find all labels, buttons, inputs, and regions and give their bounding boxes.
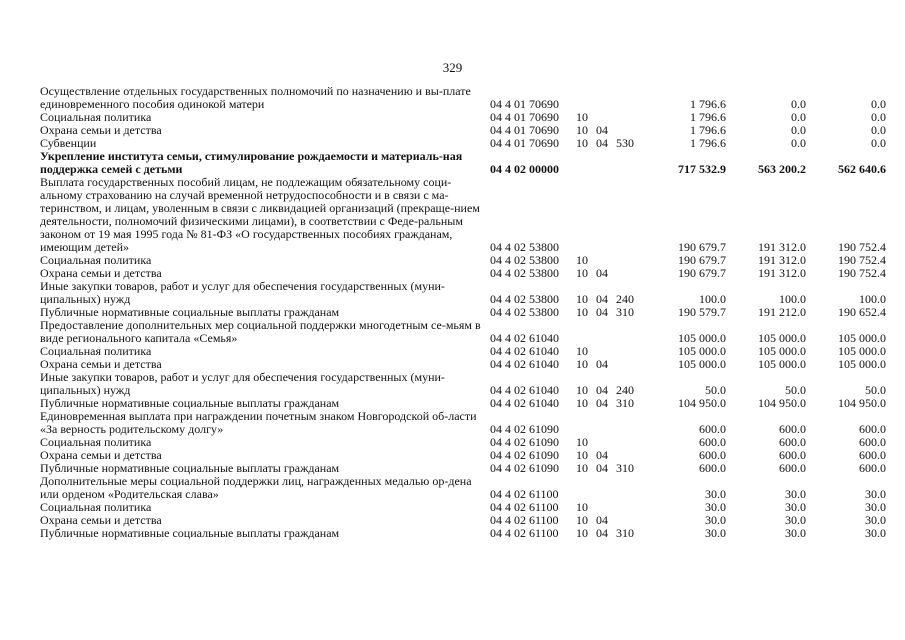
- row-name: Публичные нормативные социальные выплаты гражданам: [40, 461, 340, 475]
- row-value-year-1: 104 950.0: [678, 396, 726, 410]
- row-subsection-code: [596, 410, 616, 436]
- row-subsection-code: [596, 319, 616, 345]
- row-expense-type-code: 310: [616, 461, 634, 475]
- row-target-code: 04 4 02 61040: [490, 383, 559, 397]
- row-target-code: 04 4 02 61040: [490, 396, 559, 410]
- table-row: [40, 124, 886, 137]
- row-target-code: 04 4 02 61040: [490, 344, 559, 358]
- row-value-year-2: 0.0: [791, 97, 806, 111]
- row-value-year-2: 563 200.2: [758, 162, 806, 176]
- table-row: [40, 111, 886, 124]
- row-section-code: 10: [576, 253, 588, 267]
- row-value-year-2: 100.0: [779, 292, 806, 306]
- row-value-year-3: 600.0: [859, 448, 886, 462]
- table-row: [40, 150, 886, 176]
- row-subsection-code: [596, 85, 616, 111]
- row-target-code: 04 4 02 53800: [490, 292, 559, 306]
- row-expense-type-code: 310: [616, 526, 634, 540]
- row-value-year-2: 191 312.0: [758, 266, 806, 280]
- row-name: Социальная политика: [40, 110, 152, 124]
- row-value-year-3: 600.0: [859, 422, 886, 436]
- row-section-code: 10: [576, 500, 588, 514]
- row-value-year-3: 190 752.4: [838, 253, 886, 267]
- row-expense-type-code: [616, 111, 646, 124]
- row-value-year-1: 1 796.6: [690, 136, 726, 150]
- row-subsection-code: 04: [596, 461, 608, 475]
- row-expense-type-code: 530: [616, 136, 634, 150]
- row-value-year-3: 105 000.0: [838, 331, 886, 345]
- row-value-year-2: 191 312.0: [758, 240, 806, 254]
- row-value-year-3: 30.0: [865, 526, 886, 540]
- row-value-year-1: 600.0: [699, 461, 726, 475]
- row-name: Публичные нормативные социальные выплаты гражданам: [40, 526, 340, 540]
- row-name: Укрепление института семьи, стимулирование рождаемости и материаль-ная поддержка семей с детьми: [40, 149, 463, 176]
- row-target-code: 04 4 02 53800: [490, 240, 559, 254]
- table-row: [40, 475, 886, 501]
- row-value-year-3: 0.0: [871, 136, 886, 150]
- row-section-code: 10: [576, 357, 588, 371]
- row-value-year-2: 600.0: [779, 448, 806, 462]
- row-section-code: 10: [576, 448, 588, 462]
- row-section-code: 10: [576, 513, 588, 527]
- row-value-year-2: 104 950.0: [758, 396, 806, 410]
- row-value-year-2: 600.0: [779, 422, 806, 436]
- row-value-year-1: 190 679.7: [678, 253, 726, 267]
- row-value-year-3: 600.0: [859, 461, 886, 475]
- row-value-year-1: 1 796.6: [690, 123, 726, 137]
- row-value-year-2: 191 212.0: [758, 305, 806, 319]
- row-section-code: 10: [576, 266, 588, 280]
- row-target-code: 04 4 02 61100: [490, 513, 559, 527]
- row-value-year-1: 190 679.7: [678, 266, 726, 280]
- row-section-code: 10: [576, 526, 588, 540]
- row-section-code: 10: [576, 136, 588, 150]
- row-expense-type-code: [616, 176, 646, 254]
- table-row: [40, 371, 886, 397]
- row-target-code: 04 4 02 61090: [490, 448, 559, 462]
- row-expense-type-code: 240: [616, 383, 634, 397]
- budget-table-body: [40, 85, 886, 540]
- row-value-year-2: 191 312.0: [758, 253, 806, 267]
- row-expense-type-code: 310: [616, 396, 634, 410]
- row-value-year-3: 190 752.4: [838, 240, 886, 254]
- row-expense-type-code: [616, 267, 646, 280]
- row-value-year-2: 30.0: [785, 526, 806, 540]
- row-target-code: 04 4 02 61100: [490, 487, 559, 501]
- row-value-year-2: 30.0: [785, 487, 806, 501]
- row-name: Социальная политика: [40, 435, 152, 449]
- row-value-year-1: 717 532.9: [678, 162, 726, 176]
- table-row: [40, 410, 886, 436]
- page-number: 329: [442, 60, 463, 75]
- row-value-year-2: 50.0: [785, 383, 806, 397]
- row-expense-type-code: [616, 254, 646, 267]
- row-section-code: 10: [576, 292, 588, 306]
- row-section-code: 10: [576, 123, 588, 137]
- row-target-code: 04 4 02 61100: [490, 500, 559, 514]
- row-section-code: 10: [576, 461, 588, 475]
- row-value-year-1: 105 000.0: [678, 357, 726, 371]
- row-value-year-3: 562 640.6: [838, 162, 886, 176]
- row-target-code: 04 4 02 53800: [490, 253, 559, 267]
- row-expense-type-code: 310: [616, 305, 634, 319]
- row-subsection-code: [596, 475, 616, 501]
- row-value-year-3: 30.0: [865, 487, 886, 501]
- row-value-year-3: 104 950.0: [838, 396, 886, 410]
- row-name: Охрана семьи и детства: [40, 357, 162, 371]
- row-section-code: 10: [576, 110, 588, 124]
- row-value-year-2: 600.0: [779, 435, 806, 449]
- row-value-year-2: 105 000.0: [758, 344, 806, 358]
- row-name: Субвенции: [40, 136, 97, 150]
- row-name: Единовременная выплата при награждении почетным знаком Новгородской об-ласти «За верность родительскому долгу»: [40, 409, 477, 436]
- row-subsection-code: 04: [596, 513, 608, 527]
- row-target-code: 04 4 02 61040: [490, 331, 559, 345]
- row-expense-type-code: [616, 436, 646, 449]
- row-target-code: 04 4 02 53800: [490, 266, 559, 280]
- row-value-year-3: 190 652.4: [838, 305, 886, 319]
- row-value-year-1: 30.0: [705, 513, 726, 527]
- row-subsection-code: 04: [596, 448, 608, 462]
- row-target-code: 04 4 02 00000: [490, 162, 559, 176]
- row-value-year-2: 30.0: [785, 500, 806, 514]
- table-row: [40, 176, 886, 254]
- row-value-year-3: 0.0: [871, 123, 886, 137]
- row-expense-type-code: [616, 85, 646, 111]
- row-expense-type-code: [616, 475, 646, 501]
- row-target-code: 04 4 01 70690: [490, 136, 559, 150]
- row-target-code: 04 4 02 53800: [490, 305, 559, 319]
- row-value-year-2: 105 000.0: [758, 331, 806, 345]
- budget-table: [40, 85, 886, 540]
- row-value-year-2: 600.0: [779, 461, 806, 475]
- row-section-code: 10: [576, 305, 588, 319]
- row-subsection-code: 04: [596, 136, 608, 150]
- row-value-year-1: 50.0: [705, 383, 726, 397]
- row-section-code: [576, 150, 596, 176]
- row-name: Иные закупки товаров, работ и услуг для обеспечения государственных (муни-ципальных) нужд: [40, 279, 445, 306]
- row-expense-type-code: [616, 501, 646, 514]
- row-subsection-code: 04: [596, 396, 608, 410]
- row-section-code: [576, 475, 596, 501]
- row-target-code: 04 4 01 70690: [490, 97, 559, 111]
- row-subsection-code: [596, 176, 616, 254]
- row-expense-type-code: [616, 319, 646, 345]
- row-value-year-1: 30.0: [705, 500, 726, 514]
- row-name: Предоставление дополнительных мер социальной поддержки многодетным се-мьям в виде регионального капитала «Семья»: [40, 318, 481, 345]
- row-expense-type-code: [616, 410, 646, 436]
- row-name: Охрана семьи и детства: [40, 266, 162, 280]
- row-name: Осуществление отдельных государственных полномочий по назначению и вы-плате единовременного пособия одинокой матери: [40, 84, 471, 111]
- row-section-code: [576, 85, 596, 111]
- row-name: Дополнительные меры социальной поддержки лиц, награжденных медалью ор-дена или орденом «Родительская слава»: [40, 474, 472, 501]
- row-subsection-code: 04: [596, 357, 608, 371]
- row-target-code: 04 4 02 61090: [490, 461, 559, 475]
- row-value-year-2: 0.0: [791, 123, 806, 137]
- row-value-year-3: 0.0: [871, 110, 886, 124]
- row-expense-type-code: [616, 345, 646, 358]
- row-value-year-3: 600.0: [859, 435, 886, 449]
- row-name: Охрана семьи и детства: [40, 448, 162, 462]
- row-target-code: 04 4 01 70690: [490, 123, 559, 137]
- row-value-year-3: 0.0: [871, 97, 886, 111]
- row-value-year-1: 600.0: [699, 422, 726, 436]
- row-value-year-2: 0.0: [791, 110, 806, 124]
- row-target-code: 04 4 02 61040: [490, 357, 559, 371]
- row-subsection-code: 04: [596, 383, 608, 397]
- row-value-year-2: 30.0: [785, 513, 806, 527]
- row-section-code: 10: [576, 344, 588, 358]
- row-value-year-1: 100.0: [699, 292, 726, 306]
- row-target-code: 04 4 01 70690: [490, 110, 559, 124]
- row-section-code: 10: [576, 383, 588, 397]
- row-value-year-3: 100.0: [859, 292, 886, 306]
- row-section-code: 10: [576, 435, 588, 449]
- row-name: Выплата государственных пособий лицам, не подлежащим обязательному соци-альному страхованию на случай временной нетрудоспособности и в связи с ма-теринством, и лицам, уволенным в связи с ликвидацией организаций (прекраще-нием деятельности, полномочий физическими лицами), в соответствии с Феде-ральным законом от 19 мая 1995 года № 81-ФЗ «О государственных пособиях гражданам, имеющим детей»: [40, 175, 480, 254]
- row-name: Социальная политика: [40, 500, 152, 514]
- row-expense-type-code: [616, 358, 646, 371]
- row-name: Охрана семьи и детства: [40, 513, 162, 527]
- row-value-year-2: 0.0: [791, 136, 806, 150]
- row-name: Охрана семьи и детства: [40, 123, 162, 137]
- table-row: [40, 501, 886, 514]
- row-value-year-1: 30.0: [705, 487, 726, 501]
- table-row: [40, 527, 886, 540]
- row-name: Иные закупки товаров, работ и услуг для обеспечения государственных (муни-ципальных) нужд: [40, 370, 445, 397]
- table-row: [40, 436, 886, 449]
- row-target-code: 04 4 02 61100: [490, 526, 559, 540]
- row-expense-type-code: [616, 150, 646, 176]
- row-value-year-1: 190 679.7: [678, 240, 726, 254]
- row-subsection-code: 04: [596, 526, 608, 540]
- row-target-code: 04 4 02 61090: [490, 422, 559, 436]
- row-value-year-2: 105 000.0: [758, 357, 806, 371]
- row-value-year-1: 105 000.0: [678, 331, 726, 345]
- row-value-year-1: 600.0: [699, 435, 726, 449]
- row-name: Социальная политика: [40, 344, 152, 358]
- row-name: Социальная политика: [40, 253, 152, 267]
- row-section-code: 10: [576, 396, 588, 410]
- row-name: Публичные нормативные социальные выплаты гражданам: [40, 305, 340, 319]
- table-row: [40, 280, 886, 306]
- row-value-year-3: 190 752.4: [838, 266, 886, 280]
- table-row: [40, 319, 886, 345]
- row-value-year-3: 30.0: [865, 500, 886, 514]
- row-value-year-1: 190 579.7: [678, 305, 726, 319]
- row-value-year-3: 105 000.0: [838, 357, 886, 371]
- row-name: Публичные нормативные социальные выплаты гражданам: [40, 396, 340, 410]
- row-value-year-1: 105 000.0: [678, 344, 726, 358]
- row-value-year-1: 1 796.6: [690, 97, 726, 111]
- row-value-year-3: 105 000.0: [838, 344, 886, 358]
- row-subsection-code: 04: [596, 266, 608, 280]
- row-value-year-1: 600.0: [699, 448, 726, 462]
- row-section-code: [576, 176, 596, 254]
- row-subsection-code: [596, 150, 616, 176]
- row-value-year-1: 1 796.6: [690, 110, 726, 124]
- row-expense-type-code: 240: [616, 292, 634, 306]
- row-target-code: 04 4 02 61090: [490, 435, 559, 449]
- row-subsection-code: 04: [596, 305, 608, 319]
- row-value-year-3: 50.0: [865, 383, 886, 397]
- row-value-year-3: 30.0: [865, 513, 886, 527]
- row-section-code: [576, 319, 596, 345]
- row-subsection-code: 04: [596, 292, 608, 306]
- row-section-code: [576, 410, 596, 436]
- table-row: [40, 85, 886, 111]
- row-value-year-1: 30.0: [705, 526, 726, 540]
- row-subsection-code: 04: [596, 123, 608, 137]
